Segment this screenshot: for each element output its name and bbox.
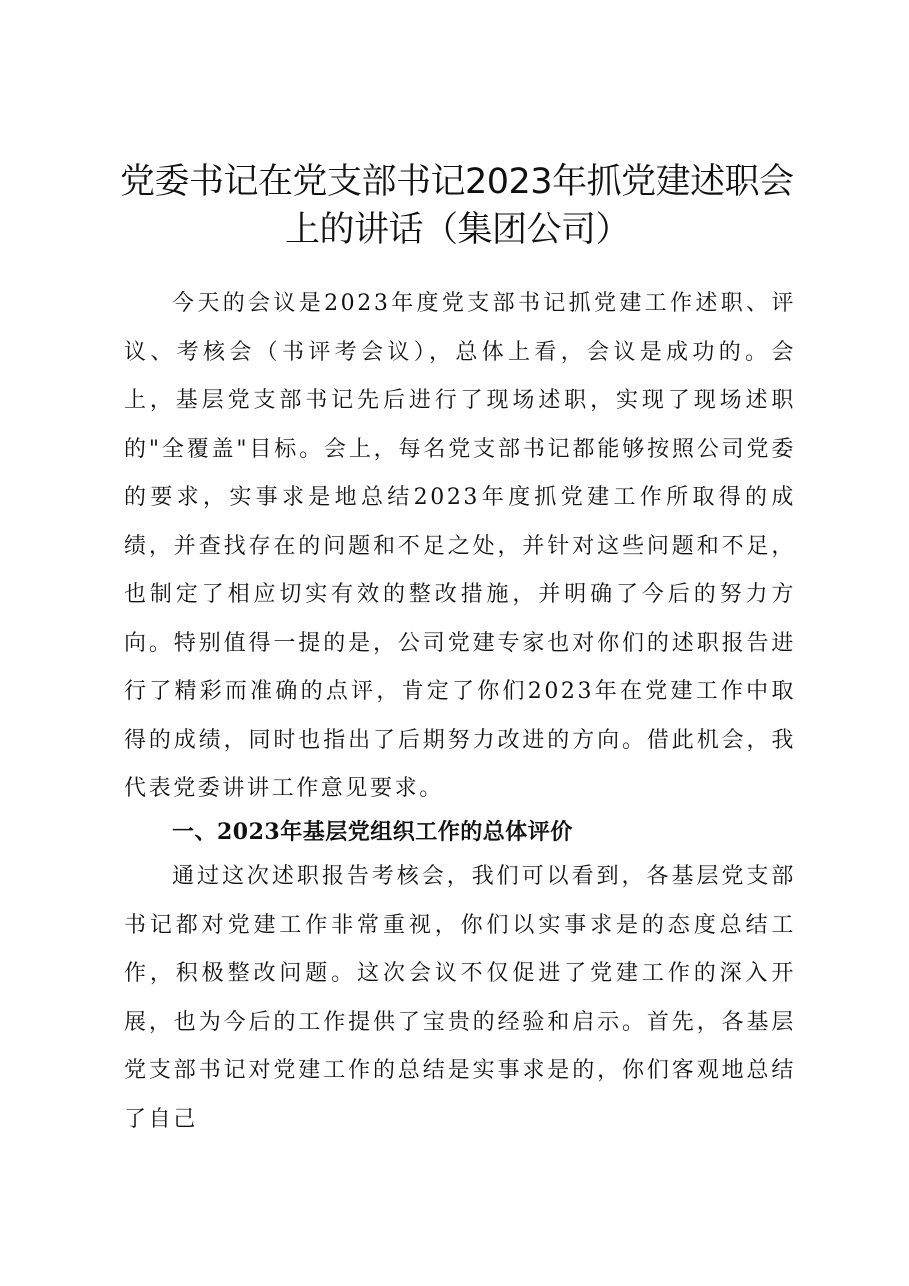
paragraph-evaluation: 通过这次述职报告考核会，我们可以看到，各基层党支部书记都对党建工作非常重视，你们以实事求是的态度总结工作，积极整改问题。这次会议不仅促进了党建工作的深入开展，也为今后的工作提供了宝贵的经验和启示。首先，各基层党支部书记对党建工作的总结是实事求是的，你们客观地总结了自己 (124, 864, 796, 1132)
title-line-2: 上的讲话（集团公司） (285, 210, 631, 250)
title-line-1: 党委书记在党支部书记2023年抓党建述职会 (120, 162, 794, 202)
document-title (120, 158, 820, 254)
section-heading-1: 一、2023年基层党组织工作的总体评价 (172, 819, 573, 845)
paragraph-intro: 今天的会议是2023年度党支部书记抓党建工作述职、评议、考核会（书评考会议），总体上看，会议是成功的。会上，基层党支部书记先后进行了现场述职，实现了现场述职的"全覆盖"目标。会上，每名党支部书记都能够按照公司党委的要求，实事求是地总结2023年度抓党建工作所取得的成绩，并查找存在的问题和不足之处，并针对这些问题和不足，也制定了相应切实有效的整改措施，并明确了今后的努力方向。特别值得一提的是，公司党建专家也对你们的述职报告进行了精彩而准确的点评，肯定了你们2023年在党建工作中取得的成绩，同时也指出了后期努力改进的方向。借此机会，我代表党委讲讲工作意见要求。 (124, 291, 796, 801)
